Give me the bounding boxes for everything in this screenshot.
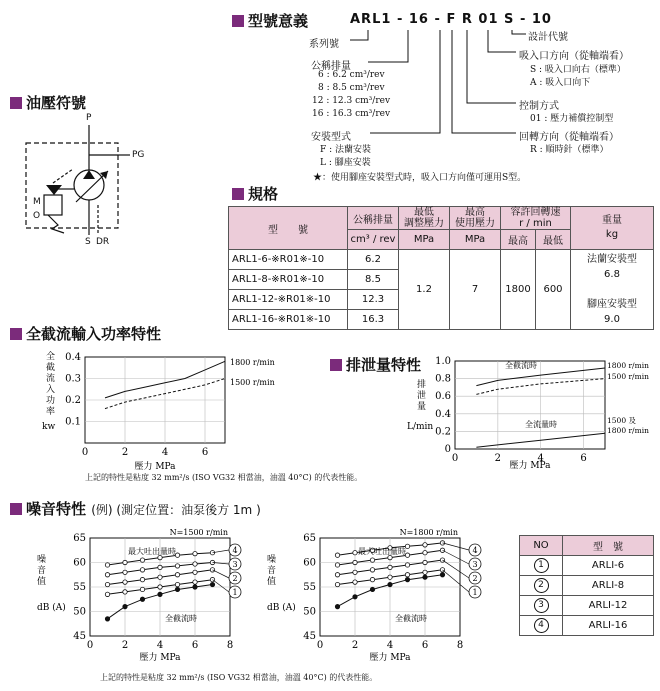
x-tick-label: 0	[81, 447, 89, 458]
drain-chart	[385, 355, 660, 475]
x-axis-label: 壓力 MPa	[509, 461, 551, 471]
data-point	[388, 555, 392, 559]
x-tick-label: 4	[156, 640, 164, 651]
spec-weight: 法蘭安裝型 6.8 腳座安裝型 9.0	[571, 250, 654, 330]
displacement-label: 公稱排量	[311, 61, 351, 72]
port-p: P	[86, 113, 92, 123]
spec-row-disp: 12.3	[348, 290, 399, 310]
y-axis-label-char: 泄	[417, 391, 427, 401]
hydraulic-symbol	[18, 115, 148, 250]
spec-speed-max: 1800	[501, 250, 536, 330]
x-tick-label: 0	[86, 640, 94, 651]
y-axis-label-char: 率	[46, 407, 56, 417]
port-s: S	[85, 237, 91, 247]
data-point	[210, 582, 214, 586]
spec-row-model: ARL1-12-※R01※-10	[229, 290, 348, 310]
data-point	[105, 582, 109, 586]
port-pg: PG	[132, 150, 145, 160]
x-tick-label: 4	[161, 447, 169, 458]
data-point	[123, 570, 127, 574]
y-tick-label: 60	[73, 557, 86, 569]
disp-8: 8 : 8.5 cm³/rev	[318, 83, 385, 93]
spec-h-speed-max: 最高	[501, 230, 536, 250]
data-point	[423, 575, 427, 579]
suction-s: S : 吸入口向右（標準）	[530, 65, 626, 75]
spec-h-speed: 容許回轉速 r / min	[501, 207, 571, 230]
symbol-m: M	[33, 197, 41, 207]
y-tick-label: 1.0	[435, 356, 451, 367]
annotation: 最大吐出量時	[358, 547, 406, 556]
control-label: 控制方式	[519, 101, 559, 112]
spec-row-disp: 16.3	[348, 310, 399, 330]
power-header: 全截流輸入功率特性	[10, 323, 161, 344]
label-leader	[443, 570, 470, 592]
y-tick-label: 60	[303, 557, 316, 569]
spec-h-min-unit: MPa	[399, 230, 450, 250]
rotation-label: 回轉方向（從軸端看）	[519, 132, 619, 143]
x-tick-label: 2	[121, 447, 129, 458]
data-point	[423, 570, 427, 574]
data-point	[405, 563, 409, 567]
series-badge-label: 2	[232, 574, 238, 583]
label-leader	[213, 580, 230, 592]
x-tick-label: 6	[191, 640, 199, 651]
data-point	[158, 592, 162, 596]
mount-f: F : 法蘭安裝	[320, 145, 371, 155]
data-point	[158, 555, 162, 559]
y-axis-label-char: 排	[417, 380, 427, 390]
noise-chart-1800	[265, 520, 490, 668]
y-axis-label-char: 音	[37, 566, 47, 576]
footer-note: 上記的特性是粘度 32 mm²/s (ISO VG32 相當油，油溫 40°C) 的代表性能。	[100, 673, 378, 682]
no-h-model: 型 號	[563, 536, 654, 556]
spec-h-disp-unit: cm³ / rev	[348, 230, 399, 250]
spec-h-max-unit: MPa	[450, 230, 501, 250]
data-point	[140, 587, 144, 591]
data-point	[370, 558, 374, 562]
symbol-o: O	[33, 211, 41, 221]
chart-title: N=1500 r/min	[169, 528, 228, 537]
data-point	[158, 585, 162, 589]
spec-h-speed-min: 最低	[536, 230, 571, 250]
data-point	[335, 553, 339, 557]
data-point	[193, 562, 197, 566]
series-badge-label: 4	[472, 546, 478, 555]
data-point	[105, 573, 109, 577]
y-tick-label: 0.6	[435, 391, 451, 403]
no-row-model: ARLI-8	[563, 576, 654, 596]
series-label: 1500 r/min	[230, 378, 275, 387]
annotation: 全截流時	[505, 361, 537, 370]
label-leader	[443, 543, 470, 550]
data-point	[158, 565, 162, 569]
no-row-no: 1	[520, 556, 563, 576]
x-axis-label: 壓力 MPa	[134, 462, 176, 472]
series-badge-label: 3	[232, 560, 238, 569]
data-point	[423, 551, 427, 555]
y-axis-label-char: 音	[267, 566, 277, 576]
suction-label: 吸入口方向（從軸端看）	[519, 51, 629, 62]
y-axis-label-char: 量	[417, 402, 427, 412]
spec-min-pressure: 1.2	[399, 250, 450, 330]
port-dr: DR	[96, 237, 110, 247]
y-axis-label-char: 全	[46, 352, 56, 362]
x-tick-label: 2	[121, 640, 129, 651]
data-point	[353, 595, 357, 599]
y-tick-label: 0.1	[65, 416, 81, 428]
model-code: ARL1 - 16 - F R 01 S - 10	[350, 12, 552, 27]
y-axis-unit: L/min	[407, 422, 434, 432]
data-point	[175, 587, 179, 591]
label-leader	[213, 570, 230, 578]
data-point	[193, 580, 197, 584]
y-tick-label: 50	[73, 606, 86, 618]
x-tick-label: 8	[226, 640, 234, 651]
x-tick-label: 8	[456, 640, 464, 651]
model-code-header: 型號意義	[232, 10, 308, 31]
data-point	[158, 575, 162, 579]
noise-model-table	[519, 535, 654, 636]
y-axis-label-char: 流	[46, 374, 56, 384]
label-leader	[213, 550, 230, 553]
annotation: 最大吐出量時	[128, 547, 176, 556]
data-point	[370, 568, 374, 572]
data-point	[175, 582, 179, 586]
y-tick-label: 0	[444, 444, 451, 455]
data-point	[353, 570, 357, 574]
spec-max-pressure: 7	[450, 250, 501, 330]
no-row-model: ARLI-16	[563, 616, 654, 636]
data-point	[353, 580, 357, 584]
data-point	[370, 587, 374, 591]
data-point	[370, 577, 374, 581]
drain-header: 排泄量特性	[330, 354, 421, 375]
y-axis-label-char: 值	[267, 577, 277, 587]
spec-h-disp: 公稱排量	[348, 207, 399, 230]
data-point	[123, 560, 127, 564]
spec-h-model: 型 號	[229, 207, 348, 250]
no-row-no: 4	[520, 616, 563, 636]
data-point	[210, 568, 214, 572]
series-label: 1800 r/min	[230, 358, 275, 367]
mount-l: L : 腳座安裝	[320, 158, 371, 168]
y-tick-label: 0.3	[65, 373, 81, 385]
no-row-model: ARLI-6	[563, 556, 654, 576]
data-point	[388, 565, 392, 569]
data-point	[123, 604, 127, 608]
data-point	[388, 582, 392, 586]
data-point	[140, 577, 144, 581]
data-point	[140, 597, 144, 601]
data-point	[335, 563, 339, 567]
label-leader	[443, 550, 470, 564]
no-row-no: 3	[520, 596, 563, 616]
hydraulic-symbol-header: 油壓符號	[10, 92, 86, 113]
data-point	[388, 575, 392, 579]
y-tick-label: 65	[303, 533, 316, 544]
suction-a: A : 吸入口向下	[530, 78, 591, 88]
spec-speed-min: 600	[536, 250, 571, 330]
data-point	[335, 582, 339, 586]
series-badge-label: 1	[472, 588, 478, 597]
power-note: 上記的特性是粘度 32 mm²/s (ISO VG32 相當油，油溫 40°C) 的代表性能。	[85, 473, 363, 482]
data-point	[423, 543, 427, 547]
disp-16: 16 : 16.3 cm³/rev	[312, 109, 391, 119]
data-point	[335, 604, 339, 608]
design-label: 設計代號	[528, 32, 568, 43]
y-axis-label-char: 入	[46, 385, 56, 395]
y-axis-label-char: 噪	[37, 555, 47, 565]
y-axis-unit: dB (A)	[37, 603, 66, 613]
x-tick-label: 4	[386, 640, 394, 651]
y-axis-label-char: 值	[37, 577, 47, 587]
disp-12: 12 : 12.3 cm³/rev	[312, 96, 391, 106]
y-tick-label: 0.4	[435, 408, 451, 420]
no-row-no: 2	[520, 576, 563, 596]
data-point	[175, 564, 179, 568]
data-point	[423, 560, 427, 564]
no-row-model: ARLI-12	[563, 596, 654, 616]
mounting-note: ★：使用腳座安裝型式時，吸入口方向僅可運用S型。	[313, 173, 527, 183]
x-tick-label: 2	[494, 453, 502, 464]
data-point	[353, 551, 357, 555]
y-tick-label: 0.2	[65, 395, 81, 406]
data-point	[405, 573, 409, 577]
power-chart	[40, 345, 275, 473]
y-axis-unit: dB (A)	[267, 603, 296, 613]
series-label: 1500 r/min	[607, 372, 649, 381]
y-tick-label: 55	[73, 582, 86, 593]
rotation-r: R : 順時針（標準）	[530, 145, 609, 155]
y-axis-unit: kw	[42, 422, 56, 432]
x-tick-label: 6	[201, 447, 209, 458]
series-badge-label: 4	[232, 546, 238, 555]
x-tick-label: 4	[537, 453, 544, 464]
data-point	[105, 617, 109, 621]
y-tick-label: 50	[303, 606, 316, 618]
series-label: 1800 r/min	[607, 361, 649, 370]
y-tick-label: 45	[303, 631, 316, 642]
spec-row-model: ARL1-6-※R01※-10	[229, 250, 348, 270]
data-point	[353, 560, 357, 564]
data-point	[105, 592, 109, 596]
y-tick-label: 45	[73, 631, 86, 642]
noise-chart-1500	[35, 520, 275, 668]
x-axis-label: 壓力 MPa	[139, 653, 181, 663]
data-point	[193, 551, 197, 555]
control-01: 01 : 壓力補償控制型	[530, 114, 614, 124]
data-point	[193, 570, 197, 574]
spec-row-model: ARL1-8-※R01※-10	[229, 270, 348, 290]
data-point	[405, 577, 409, 581]
spec-h-weight: 重量 kg	[571, 207, 654, 250]
series-label: 1500 及	[607, 416, 636, 425]
spec-h-max: 最高 使用壓力	[450, 207, 501, 230]
x-axis-label: 壓力 MPa	[369, 653, 411, 663]
x-tick-label: 6	[421, 640, 429, 651]
data-point	[193, 585, 197, 589]
data-point	[123, 580, 127, 584]
series-label: 1800 r/min	[607, 426, 649, 435]
data-point	[175, 573, 179, 577]
y-axis-label-char: 截	[46, 363, 56, 373]
data-point	[140, 558, 144, 562]
x-tick-label: 0	[316, 640, 324, 651]
disp-6: 6 : 6.2 cm³/rev	[318, 70, 385, 80]
y-tick-label: 0.2	[435, 426, 451, 438]
specs-header: 規格	[232, 183, 278, 204]
spec-row-model: ARL1-16-※R01※-10	[229, 310, 348, 330]
data-point	[440, 573, 444, 577]
x-tick-label: 0	[451, 453, 459, 464]
series-badge-label: 2	[472, 574, 478, 583]
spec-h-min: 最低 調整壓力	[399, 207, 450, 230]
spec-table	[228, 206, 654, 330]
data-point	[105, 563, 109, 567]
chart-title: N=1800 r/min	[399, 528, 458, 537]
annotation: 全截流時	[165, 614, 197, 623]
y-tick-label: 65	[73, 533, 86, 544]
series-badge-label: 1	[232, 588, 238, 597]
series-badge-label: 3	[472, 560, 478, 569]
annotation: 全截流時	[395, 614, 427, 623]
data-point	[335, 573, 339, 577]
annotation: 全流量時	[525, 420, 557, 429]
data-point	[123, 590, 127, 594]
data-point	[140, 568, 144, 572]
y-axis-label-char: 功	[46, 396, 56, 406]
no-h-no: NO	[520, 536, 563, 556]
y-tick-label: 55	[303, 582, 316, 593]
noise-header: 噪音特性 (例) (測定位置：油泵後方 1m )	[10, 498, 261, 519]
y-tick-label: 0.4	[65, 352, 81, 363]
spec-row-disp: 6.2	[348, 250, 399, 270]
y-axis-label-char: 噪	[267, 555, 277, 565]
data-point	[440, 558, 444, 562]
series-label: 系列號	[309, 39, 339, 50]
x-tick-label: 6	[580, 453, 587, 464]
y-tick-label: 0.8	[435, 373, 451, 385]
x-tick-label: 2	[351, 640, 359, 651]
mounting-label: 安裝型式	[311, 132, 351, 143]
spec-row-disp: 8.5	[348, 270, 399, 290]
